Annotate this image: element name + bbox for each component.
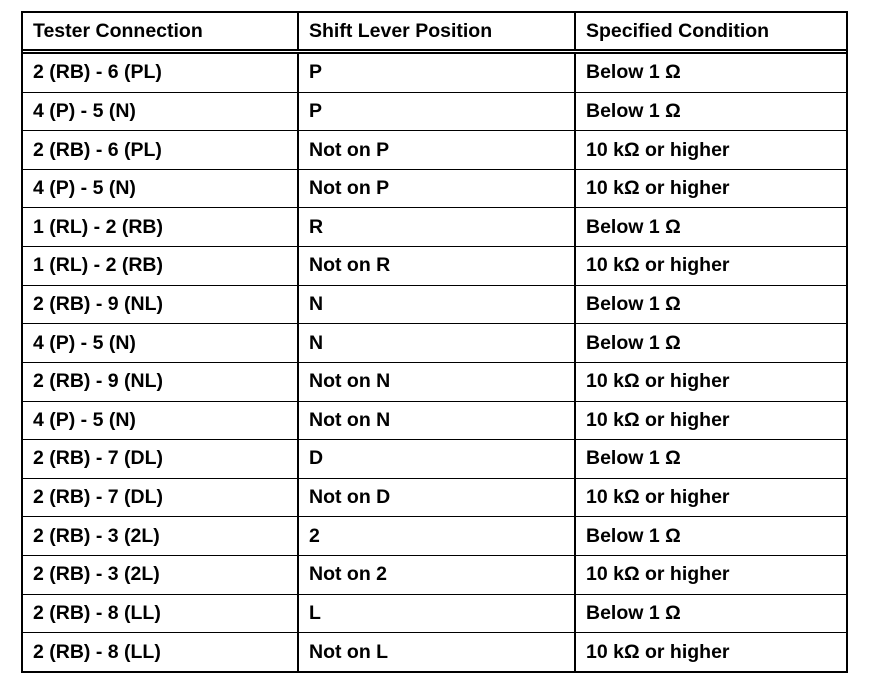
header-shift-lever-position: Shift Lever Position [298, 13, 575, 52]
specified-condition-cell: Below 1 Ω [575, 324, 846, 363]
table-header-row [23, 13, 846, 52]
tester-connection-cell: 4 (P) - 5 (N) [23, 169, 298, 208]
specification-table [23, 13, 846, 671]
table-row [23, 169, 846, 208]
tester-connection-cell: 1 (RL) - 2 (RB) [23, 247, 298, 286]
table-row [23, 555, 846, 594]
tester-connection-cell: 4 (P) - 5 (N) [23, 324, 298, 363]
tester-connection-cell: 2 (RB) - 9 (NL) [23, 362, 298, 401]
specified-condition-cell: 10 kΩ or higher [575, 555, 846, 594]
table-row [23, 362, 846, 401]
specified-condition-cell: Below 1 Ω [575, 52, 846, 93]
shift-lever-position-cell: D [298, 440, 575, 479]
table-row [23, 401, 846, 440]
specified-condition-cell: Below 1 Ω [575, 285, 846, 324]
specified-condition-cell: 10 kΩ or higher [586, 640, 730, 663]
table-row [23, 478, 846, 517]
tester-connection-cell: 2 (RB) - 6 (PL) [23, 131, 298, 170]
shift-lever-position-cell: P [298, 52, 575, 93]
tester-connection-cell: 4 (P) - 5 (N) [23, 92, 298, 131]
table-row [23, 517, 846, 556]
table-row [23, 633, 846, 671]
shift-lever-position-cell: P [298, 92, 575, 131]
specified-condition-cell: Below 1 Ω [575, 594, 846, 633]
table-row [23, 440, 846, 479]
specified-condition-cell: Below 1 Ω [575, 92, 846, 131]
tester-connection-cell: 1 (RL) - 2 (RB) [23, 208, 298, 247]
shift-lever-position-cell: Not on 2 [298, 555, 575, 594]
tester-connection-cell: 2 (RB) - 7 (DL) [23, 440, 298, 479]
table-row [23, 52, 846, 93]
specified-condition-cell: 10 kΩ or higher [575, 401, 846, 440]
specified-condition-cell: 10 kΩ or higher [575, 131, 846, 170]
table-row [23, 285, 846, 324]
specified-condition-cell: Below 1 Ω [575, 440, 846, 479]
specified-condition-cell: 10 kΩ or higher [575, 362, 846, 401]
table-row [23, 324, 846, 363]
tester-connection-cell: 2 (RB) - 6 (PL) [23, 52, 298, 93]
shift-lever-position-cell: N [298, 324, 575, 363]
tester-connection-cell: 2 (RB) - 9 (NL) [23, 285, 298, 324]
specified-condition-cell: 10 kΩ or higher [575, 247, 846, 286]
tester-connection-cell: 2 (RB) - 8 (LL) [23, 594, 298, 633]
shift-lever-position-cell: Not on P [298, 131, 575, 170]
tester-connection-cell: 2 (RB) - 7 (DL) [23, 478, 298, 517]
tester-connection-cell: 2 (RB) - 3 (2L) [23, 517, 298, 556]
header-specified-condition: Specified Condition [575, 13, 846, 52]
table-row [23, 208, 846, 247]
table-row [23, 131, 846, 170]
shift-lever-position-cell: 2 [298, 517, 575, 556]
shift-lever-position-cell: R [298, 208, 575, 247]
shift-lever-position-cell: Not on D [298, 478, 575, 517]
tester-connection-cell: 2 (RB) - 3 (2L) [23, 555, 298, 594]
shift-lever-position-cell: L [298, 594, 575, 633]
shift-lever-position-cell: Not on L [298, 633, 575, 671]
shift-lever-position-cell: Not on N [298, 362, 575, 401]
specification-table-frame [21, 11, 848, 673]
shift-lever-position-cell: Not on N [298, 401, 575, 440]
table-row [23, 594, 846, 633]
shift-lever-position-cell: Not on R [298, 247, 575, 286]
specified-condition-cell: 10 kΩ or higher [575, 478, 846, 517]
specified-condition-cell: Below 1 Ω [575, 208, 846, 247]
tester-connection-cell: 2 (RB) - 8 (LL) [23, 633, 298, 671]
table-row [23, 92, 846, 131]
header-tester-connection: Tester Connection [23, 13, 298, 52]
specified-condition-cell: Below 1 Ω [575, 517, 846, 556]
shift-lever-position-cell: N [298, 285, 575, 324]
specified-condition-cell: 10 kΩ or higher [575, 169, 846, 208]
tester-connection-cell: 4 (P) - 5 (N) [23, 401, 298, 440]
table-row [23, 247, 846, 286]
shift-lever-position-cell: Not on P [298, 169, 575, 208]
